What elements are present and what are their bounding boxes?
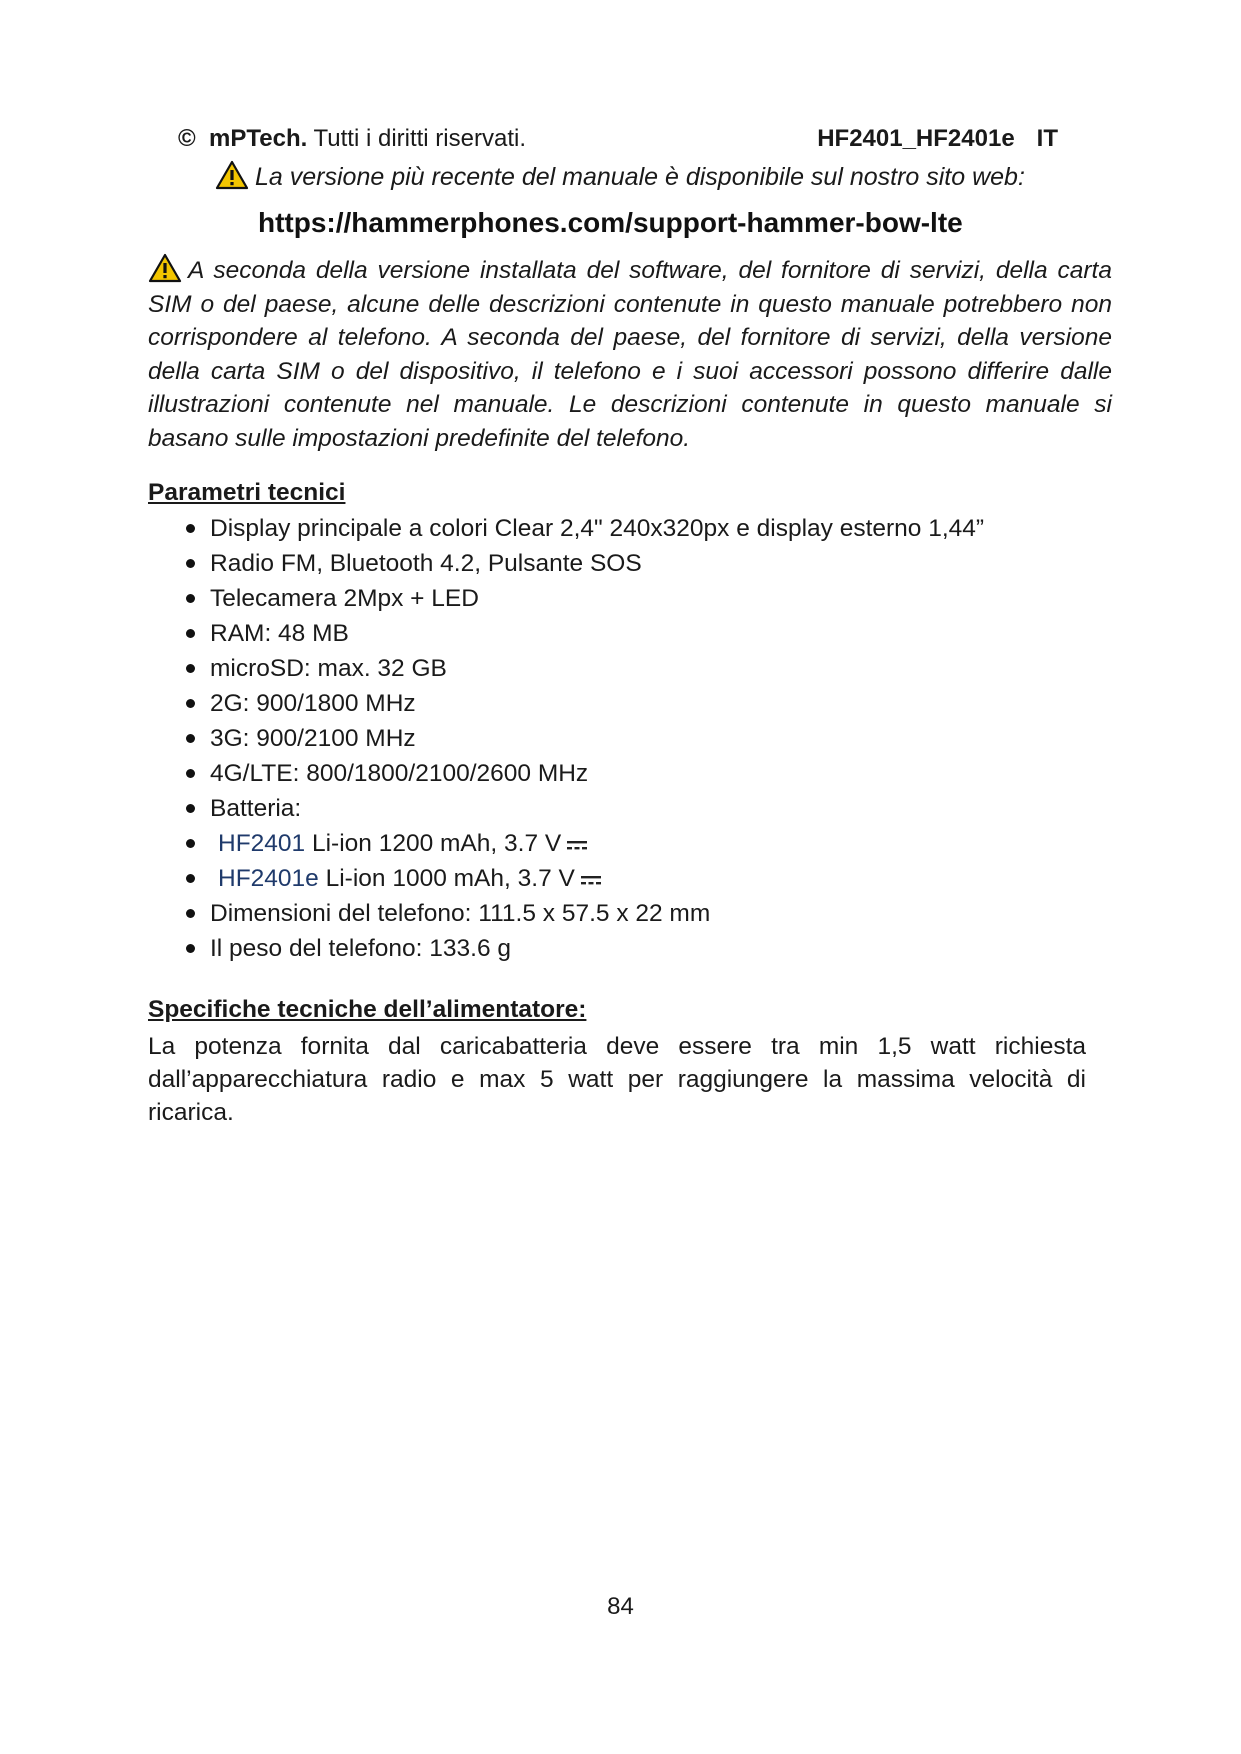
rights-text: Tutti i diritti riservati.	[313, 125, 526, 152]
power-supply-text: La potenza fornita dal caricabatteria deve essere tra min 1,5 watt richiesta dall’apparecchiatura radio e max 5 watt per raggiungere la massima velocità di ricarica.	[148, 1033, 1086, 1126]
warning-icon	[215, 160, 249, 190]
warning-icon	[148, 253, 182, 283]
latest-version-notice	[215, 160, 1115, 193]
specs-heading: Parametri tecnici	[148, 479, 346, 506]
power-supply-heading: Specifiche tecniche dell’alimentatore:	[148, 996, 587, 1023]
language-code: IT	[1036, 125, 1058, 152]
battery-model: HF2401e	[218, 865, 319, 892]
brand-name: mPTech.	[209, 125, 308, 152]
disclaimer-text: A seconda della versione installata del software, del fornitore di servizi, della carta SIM o del paese, alcune delle descrizioni contenute in questo manuale potrebbero non corrispondere al telefono. A seconda del paese, del fornitore di servizi, della versione della carta SIM o del dispositivo, il telefono e i suoi accessori possono differire dalle illustrazioni contenute nel manuale. Le descrizioni contenute in questo manuale si basano sulle impostazioni predefinite del telefono.	[148, 257, 1112, 452]
battery-spec: Li-ion 1000 mAh, 3.7 V	[325, 865, 575, 892]
battery-item	[148, 861, 1088, 896]
list-item: 3G: 900/2100 MHz	[148, 721, 1088, 756]
list-item: Batteria:	[148, 791, 1088, 826]
list-item: Telecamera 2Mpx + LED	[148, 581, 1088, 616]
spec-list	[148, 511, 1088, 966]
list-item: Radio FM, Bluetooth 4.2, Pulsante SOS	[148, 546, 1088, 581]
support-url[interactable]: https://hammerphones.com/support-hammer-bow-lte	[258, 207, 963, 238]
list-item: Display principale a colori Clear 2,4" 240x320px e display esterno 1,44”	[148, 511, 1088, 546]
battery-spec: Li-ion 1200 mAh, 3.7 V	[311, 830, 562, 857]
model-code: HF2401_HF2401e	[817, 125, 1015, 152]
header-model	[817, 124, 1058, 154]
list-item: Dimensioni del telefono: 111.5 x 57.5 x 22 mm	[148, 896, 1088, 931]
disclaimer-notice	[148, 253, 1112, 455]
list-item: Il peso del telefono: 133.6 g	[148, 931, 1088, 966]
list-item: 4G/LTE: 800/1800/2100/2600 MHz	[148, 756, 1088, 791]
dc-current-icon	[567, 827, 587, 839]
list-item: 2G: 900/1800 MHz	[148, 686, 1088, 721]
copyright-symbol: ©	[178, 125, 196, 152]
page-number: 84	[607, 1593, 634, 1620]
dc-current-icon	[581, 862, 601, 874]
battery-model: HF2401	[218, 830, 306, 857]
list-item: RAM: 48 MB	[148, 616, 1088, 651]
page-header	[178, 124, 1058, 154]
list-item: microSD: max. 32 GB	[148, 651, 1088, 686]
latest-version-text: La versione più recente del manuale è disponibile sul nostro sito web:	[255, 163, 1025, 191]
battery-item	[148, 826, 1088, 861]
